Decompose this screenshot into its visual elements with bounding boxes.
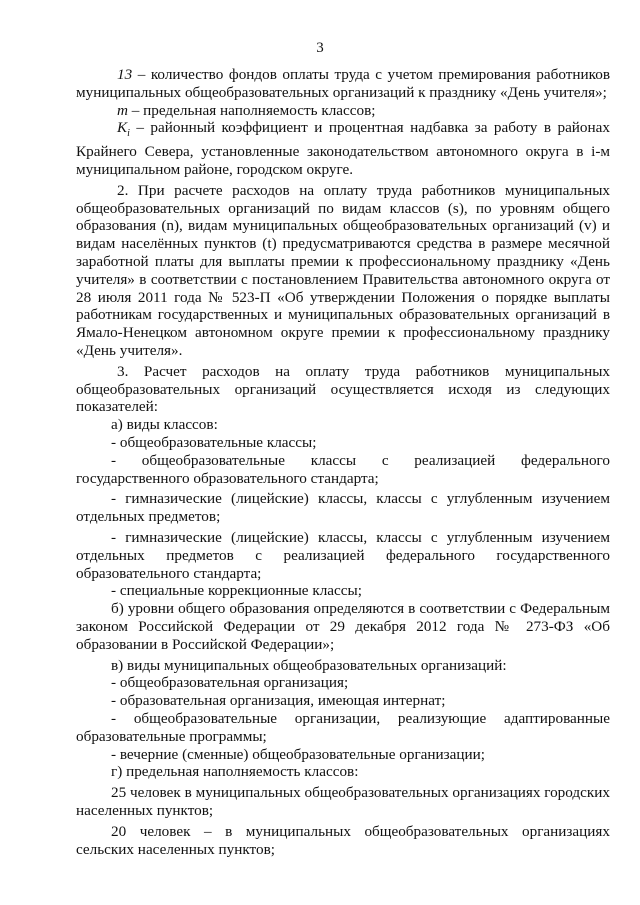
- list-item: - общеобразовательные классы;: [111, 433, 317, 451]
- symbol-k-subscript: i: [127, 128, 130, 140]
- paragraph-2: 2. При расчете расходов на оплату труда работников муниципальных общеобразовательных организаций по видам классов (s), по уровням общего образования (n), видам муниципальных общеобразовательных организаций (v) и видам населённых пунктов (t) предусматриваются средства в размере месячной заработной платы для выплаты премии к профессиональному празднику «День учителя» в соответствии с постановлением Правительства автономного округа от 28 июля 2011 года № 523-П «Об утверждении Положения о порядке выплаты работникам государственных и муниципальных образовательных организаций в Ямало-Ненецком автономном округе премии к профессиональному празднику «День учителя».: [76, 181, 610, 359]
- list-item: - гимназические (лицейские) классы, классы с углубленным изучением отдельных предметов;: [76, 490, 610, 526]
- list-item: - общеобразовательные организации, реализующие адаптированные образовательные программы;: [76, 709, 610, 745]
- symbol-m: m: [117, 101, 128, 119]
- list-heading-education-levels: б) уровни общего образования определяются в соответствии с Федеральным законом Российской Федерации от 29 декабря 2012 года № 273-ФЗ «Об образовании в Российской Федерации»;: [76, 600, 610, 653]
- list-item: 20 человек – в муниципальных общеобразовательных организациях сельских населенных пунктов;: [76, 822, 610, 858]
- paragraph-fund-count: 13 – количество фондов оплаты труда с учетом премирования работников муниципальных общеобразовательных организаций к празднику «День учителя»;: [76, 66, 610, 101]
- paragraph-3: 3. Расчет расходов на оплату труда работников муниципальных общеобразовательных организаций осуществляется исходя из следующих показателей:: [76, 362, 610, 416]
- list-item: - вечерние (сменные) общеобразовательные организации;: [111, 745, 486, 763]
- paragraph-class-capacity: m – предельная наполняемость классов;: [117, 101, 376, 119]
- list-item: 25 человек в муниципальных общеобразовательных организациях городских населенных пунктов;: [76, 784, 610, 819]
- list-item: - специальные коррекционные классы;: [111, 582, 362, 600]
- list-heading-organization-types: в) виды муниципальных общеобразовательных организаций:: [111, 656, 507, 674]
- list-heading-class-types: а) виды классов:: [111, 416, 218, 434]
- document-body: [76, 66, 610, 858]
- list-item: - общеобразовательные классы с реализацией федерального государственного образовательного стандарта;: [76, 451, 610, 487]
- paragraph-regional-coefficient: $K_i$ – районный коэффициент и процентная надбавка за работу в районах Крайнего Севера, установленные законодательством автономного округа в i-м муниципальном районе, городском округе.: [76, 119, 610, 179]
- list-item: - гимназические (лицейские) классы, классы с углубленным изучением отдельных предметов с реализацией федерального государственного образовательного стандарта;: [76, 528, 610, 582]
- symbol-k: K: [117, 119, 128, 137]
- list-item: - образовательная организация, имеющая интернат;: [111, 692, 446, 710]
- symbol-13: 13: [117, 66, 133, 83]
- list-item: - общеобразовательная организация;: [111, 674, 349, 692]
- page-number: 3: [316, 40, 324, 56]
- list-heading-class-limits: г) предельная наполняемость классов:: [111, 763, 359, 781]
